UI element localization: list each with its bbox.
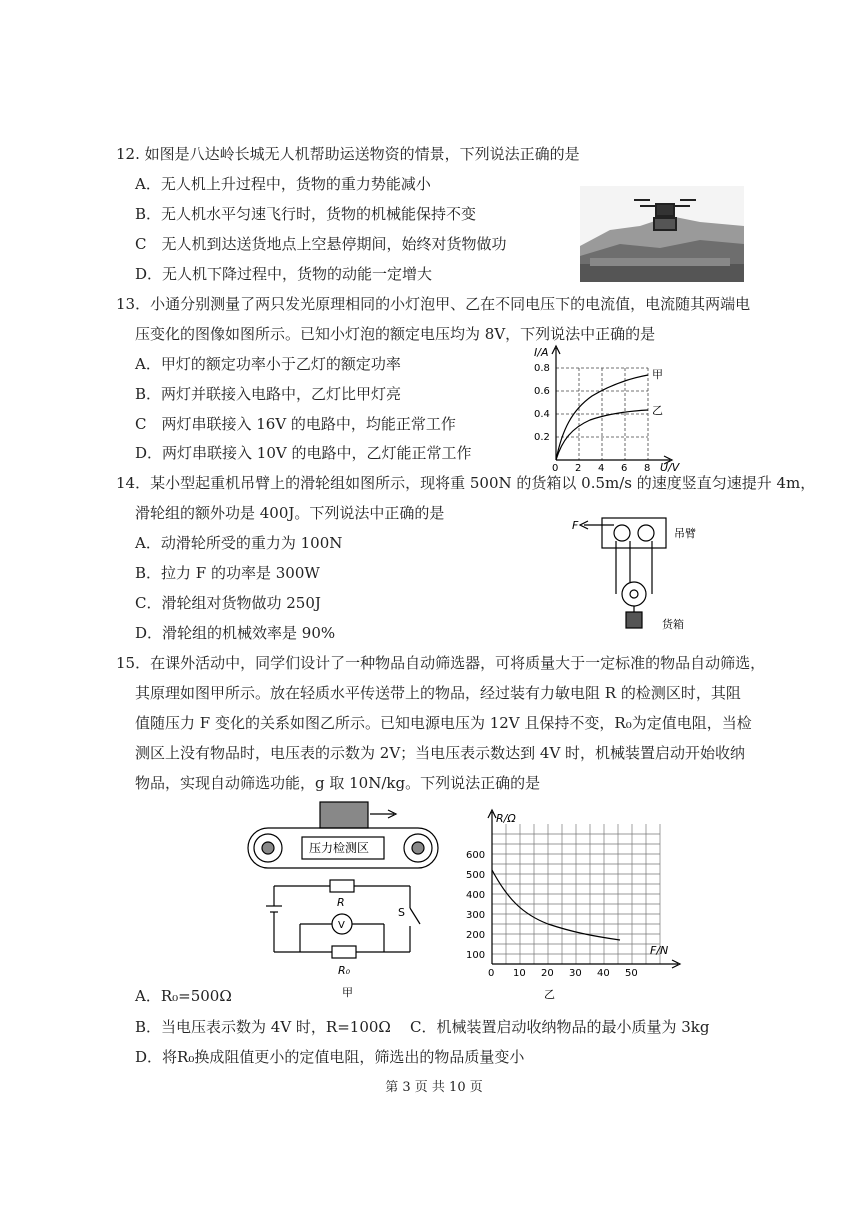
q14-stem-line1: 14．某小型起重机吊臂上的滑轮组如图所示，现将重 500N 的货箱以 0.5m/s 的速度竖直匀速提升 4m，	[116, 474, 816, 492]
voltmeter-label: V	[338, 920, 345, 931]
yi-ytick-600: 600	[466, 850, 486, 861]
drone-photo	[580, 186, 744, 282]
q15-option-c: C．机械装置启动收纳物品的最小质量为 3kg	[410, 1018, 710, 1036]
q14-option-c: C．滑轮组对货物做功 250J	[135, 594, 321, 612]
resistor-r0-label: R₀	[338, 964, 351, 977]
iu-ytick-04: 0.4	[534, 409, 550, 420]
yi-xlabel: F/N	[650, 944, 669, 957]
iu-xlabel: U/V	[660, 461, 680, 472]
yi-xtick-10: 10	[513, 968, 526, 979]
figure-jia-circuit	[244, 800, 444, 1000]
q12-option-b: B．无人机水平匀速飞行时，货物的机械能保持不变	[135, 205, 477, 223]
box-label: 货箱	[662, 618, 684, 631]
iu-graph	[532, 340, 692, 472]
iu-ytick-06: 0.6	[534, 386, 550, 397]
pressure-zone-label: 压力检测区	[309, 841, 370, 855]
switch-s-label: S	[398, 906, 405, 919]
q15-line4: 测区上没有物品时，电压表的示数为 2V；当电压表示数达到 4V 时，机械装置启动开始收纳	[135, 744, 746, 762]
series-jia-curve	[556, 375, 648, 460]
yi-xtick-20: 20	[541, 968, 554, 979]
yi-ytick-100: 100	[466, 950, 486, 961]
pulley-figure	[570, 512, 710, 636]
q14-stem-line2: 滑轮组的额外功是 400J。下列说法中正确的是	[135, 504, 445, 522]
arm-label: 吊臂	[674, 527, 696, 540]
iu-ytick-08: 0.8	[534, 363, 550, 374]
yi-ytick-400: 400	[466, 890, 486, 901]
q14-option-d: D．滑轮组的机械效率是 90%	[135, 624, 336, 642]
q14-option-b: B．拉力 F 的功率是 300W	[135, 564, 320, 582]
q13-option-c: C 两灯串联接入 16V 的电路中，均能正常工作	[135, 415, 456, 433]
yi-ytick-300: 300	[466, 910, 486, 921]
resistor-r-label: R	[337, 896, 345, 909]
force-label: F	[572, 519, 579, 532]
iu-xtick-2: 2	[575, 463, 582, 472]
yi-xtick-40: 40	[597, 968, 610, 979]
yi-xtick-30: 30	[569, 968, 582, 979]
yi-ytick-200: 200	[466, 930, 486, 941]
q15-option-d: D．将R₀换成阻值更小的定值电阻，筛选出的物品质量变小	[135, 1048, 525, 1066]
yi-xtick-50: 50	[625, 968, 638, 979]
iu-xtick-8: 8	[644, 463, 651, 472]
q15-line2: 其原理如图甲所示。放在轻质水平传送带上的物品，经过装有力敏电阻 R 的检测区时，其阻	[135, 684, 741, 702]
q15-line5: 物品，实现自动筛选功能，g 取 10N/kg。下列说法正确的是	[135, 774, 541, 792]
iu-ylabel: I/A	[534, 346, 549, 359]
q13-option-b: B．两灯并联接入电路中，乙灯比甲灯亮	[135, 385, 402, 403]
q12-option-a: A．无人机上升过程中，货物的重力势能减小	[135, 175, 431, 193]
q13-option-d: D．两灯串联接入 10V 的电路中，乙灯能正常工作	[135, 444, 472, 462]
q15-option-b: B．当电压表示数为 4V 时，R=100Ω	[135, 1018, 391, 1036]
q12-option-c: C 无人机到达送货地点上空悬停期间，始终对货物做功	[135, 235, 507, 253]
iu-ytick-02: 0.2	[534, 432, 550, 443]
q14-option-a: A．动滑轮所受的重力为 100N	[135, 534, 343, 552]
q15-line3: 值随压力 F 变化的关系如图乙所示。已知电源电压为 12V 且保持不变，R₀为定值电阻，当检	[135, 714, 752, 732]
yi-xtick-0: 0	[488, 968, 495, 979]
yi-ylabel: R/Ω	[496, 812, 516, 825]
figure-jia-caption: 甲	[342, 986, 353, 999]
q12-option-d: D．无人机下降过程中，货物的动能一定增大	[135, 265, 433, 283]
q13-stem-line1: 13．小通分别测量了两只发光原理相同的小灯泡甲、乙在不同电压下的电流值，电流随其两端电	[116, 295, 751, 313]
yi-ytick-500: 500	[466, 870, 486, 881]
q13-option-a: A．甲灯的额定功率小于乙灯的额定功率	[135, 355, 401, 373]
page-footer: 第 3 页 共 10 页	[385, 1080, 483, 1095]
iu-xtick-6: 6	[621, 463, 628, 472]
figure-yi-caption: 乙	[544, 988, 555, 1001]
iu-xtick-0: 0	[552, 463, 559, 472]
series-yi-label: 乙	[652, 404, 663, 417]
series-jia-label: 甲	[652, 368, 663, 381]
q15-line1: 15．在课外活动中，同学们设计了一种物品自动筛选器，可将质量大于一定标准的物品自动筛选，	[116, 654, 766, 672]
r-f-curve	[492, 870, 620, 940]
iu-xtick-4: 4	[598, 463, 605, 472]
q13-stem-line2: 压变化的图像如图所示。已知小灯泡的额定电压均为 8V，下列说法中正确的是	[135, 325, 656, 343]
q15-option-a: A．R₀=500Ω	[135, 987, 232, 1005]
figure-yi-graph	[462, 808, 688, 1006]
q12-stem: 12. 如图是八达岭长城无人机帮助运送物资的情景，下列说法正确的是	[116, 145, 580, 163]
